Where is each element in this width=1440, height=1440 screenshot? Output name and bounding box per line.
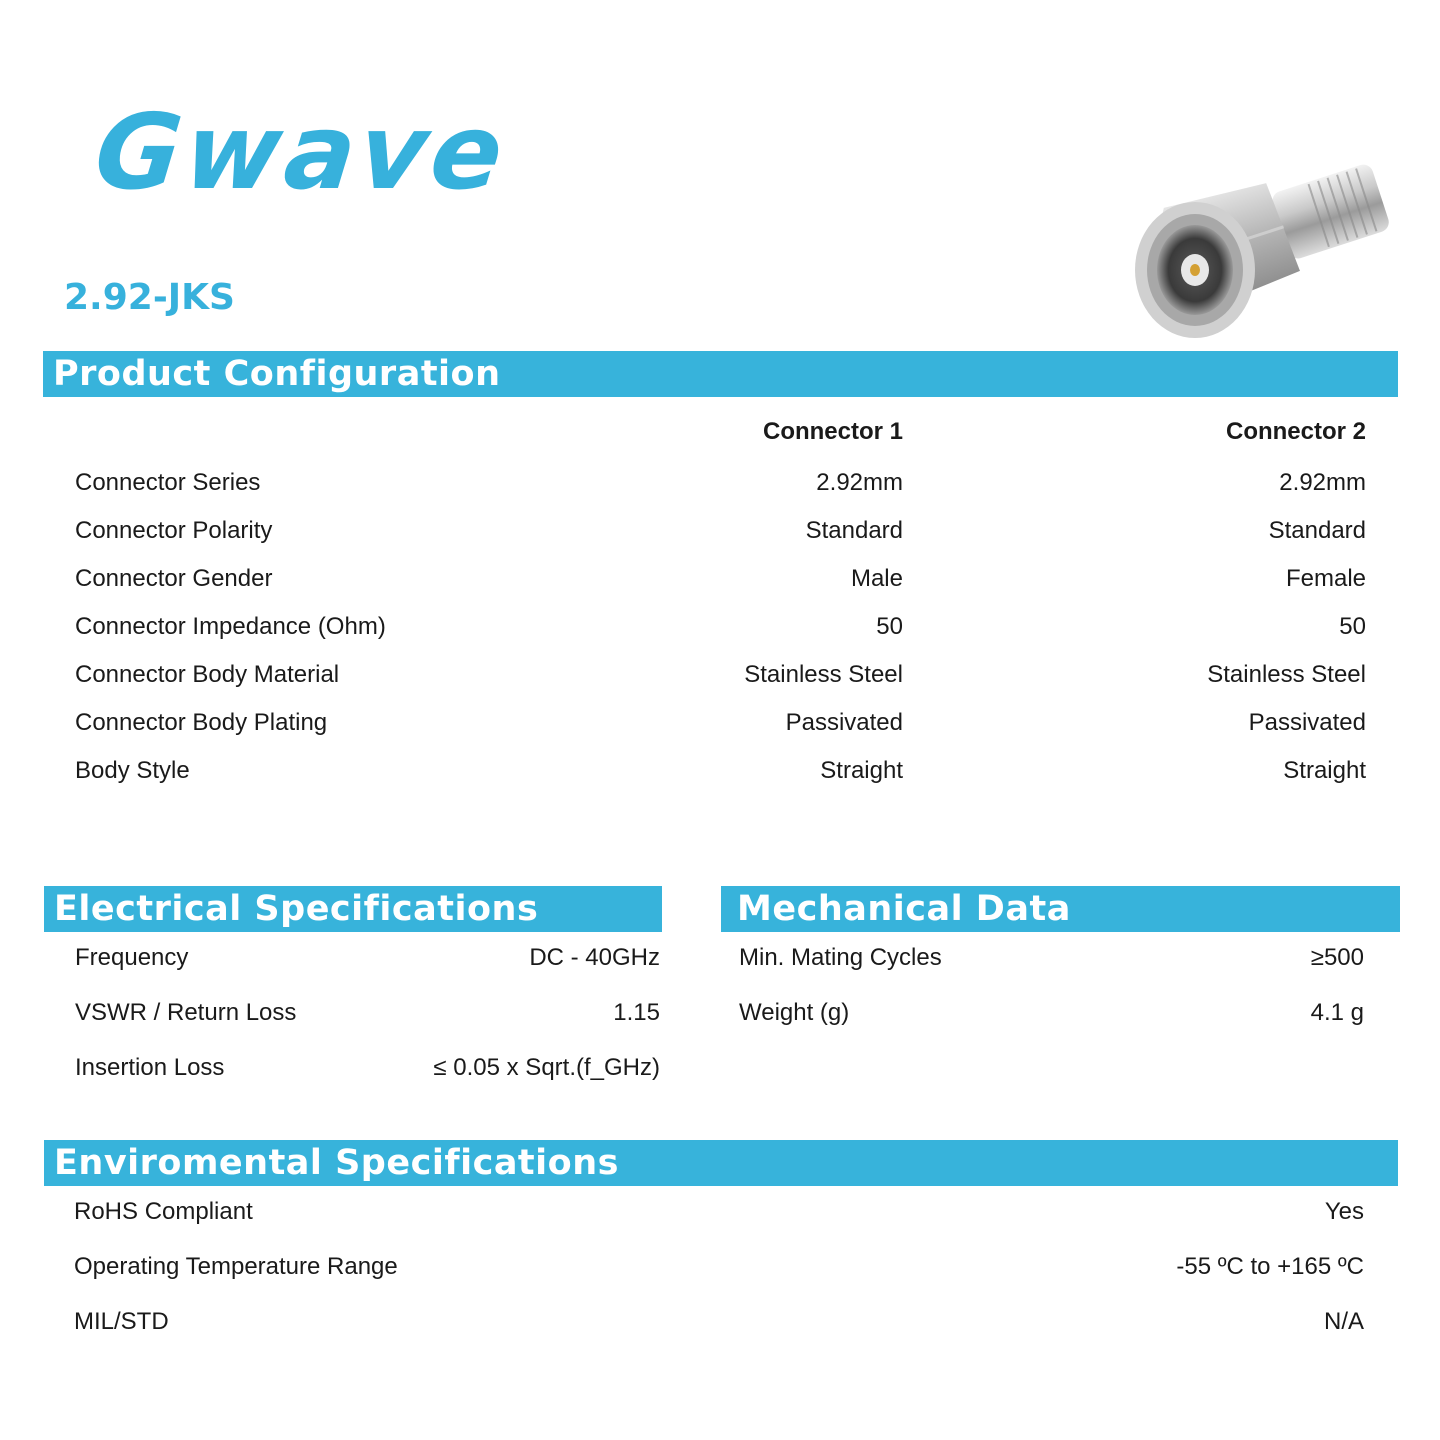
environmental-row-value: -55 ºC to +165 ºC	[1176, 1253, 1364, 1280]
column-header-connector-1: Connector 1	[762, 418, 903, 445]
mechanical-row-label: Weight (g)	[739, 999, 850, 1026]
electrical-row-value: DC - 40GHz	[529, 944, 660, 971]
electrical-row-label: VSWR / Return Loss	[75, 999, 297, 1026]
config-row-label: Connector Gender	[75, 565, 273, 592]
config-row-label: Connector Series	[75, 469, 261, 496]
environmental-row-label: RoHS Compliant	[74, 1198, 253, 1225]
mechanical-row-value: ≥500	[1310, 944, 1364, 971]
config-row-connector-1-value: 2.92mm	[816, 469, 903, 496]
config-row-connector-2-value: Stainless Steel	[1207, 661, 1366, 688]
config-row-connector-2-value: Passivated	[1248, 709, 1366, 736]
section-header-electrical: Electrical Specifications	[44, 886, 662, 932]
mechanical-row-label: Min. Mating Cycles	[739, 944, 942, 971]
config-row-label: Connector Body Plating	[75, 709, 328, 736]
mechanical-row-value: 4.1 g	[1310, 999, 1364, 1026]
config-row-connector-1-value: Passivated	[785, 709, 903, 736]
config-row-connector-1-value: Stainless Steel	[744, 661, 903, 688]
model-number: 2.92-JKS	[64, 277, 235, 318]
column-header-connector-2: Connector 2	[1225, 418, 1366, 445]
config-row-connector-2-value: Standard	[1268, 517, 1366, 544]
config-row-label: Connector Body Material	[75, 661, 340, 688]
config-row-label: Connector Impedance (Ohm)	[75, 613, 386, 640]
config-row-connector-1-value: Straight	[820, 757, 903, 784]
section-header-product-configuration: Product Configuration	[43, 351, 1398, 397]
environmental-row-value: Yes	[1324, 1198, 1364, 1225]
config-row-connector-1-value: 50	[876, 613, 903, 640]
config-row-connector-2-value: 2.92mm	[1279, 469, 1366, 496]
environmental-row-label: MIL/STD	[74, 1308, 169, 1335]
brand-logo: Gwave	[89, 91, 513, 213]
config-row-label: Connector Polarity	[75, 517, 273, 544]
connector-product-image	[1110, 140, 1410, 350]
electrical-row-value: 1.15	[613, 999, 660, 1026]
config-row-label: Body Style	[75, 757, 190, 784]
section-header-mechanical: Mechanical Data	[721, 886, 1400, 932]
section-header-environmental: Enviromental Specifications	[44, 1140, 1398, 1186]
environmental-row-value: N/A	[1323, 1308, 1364, 1335]
config-row-connector-1-value: Standard	[805, 517, 903, 544]
electrical-row-label: Insertion Loss	[75, 1054, 225, 1081]
config-row-connector-2-value: 50	[1339, 613, 1366, 640]
environmental-row-label: Operating Temperature Range	[74, 1253, 398, 1280]
config-row-connector-2-value: Female	[1285, 565, 1366, 592]
electrical-row-value: ≤ 0.05 x Sqrt.(f_GHz)	[433, 1054, 660, 1081]
config-row-connector-1-value: Male	[850, 565, 903, 592]
config-row-connector-2-value: Straight	[1283, 757, 1366, 784]
electrical-row-label: Frequency	[75, 944, 189, 971]
